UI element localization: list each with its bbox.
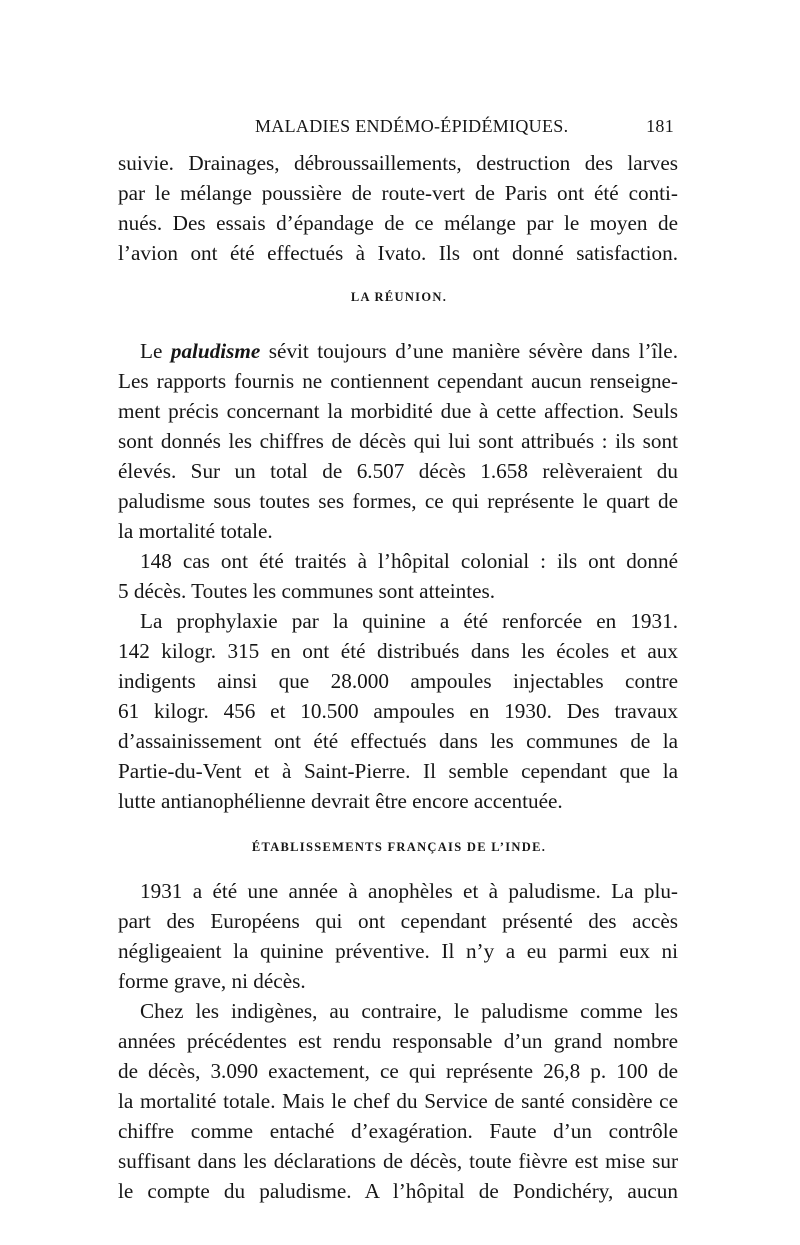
text-line: indigents ainsi que 28.000 ampoules injectables contre: [118, 669, 678, 693]
text-line: l’avion ont été effectués à Ivato. Ils ont donné satisfaction.: [118, 241, 678, 265]
text-line: la mortalité totale. Mais le chef du Service de santé considère ce: [118, 1089, 678, 1113]
text-line: 5 décès. Toutes les communes sont atteintes.: [118, 579, 496, 603]
text-line: négligeaient la quinine préventive. Il n’y a eu parmi eux ni: [118, 939, 678, 963]
text-line: Partie-du-Vent et à Saint-Pierre. Il semble cependant que la: [118, 759, 678, 783]
running-title: MALADIES ENDÉMO-ÉPIDÉMIQUES.: [255, 116, 569, 136]
text-line: Chez les indigènes, au contraire, le paludisme comme les: [140, 999, 678, 1023]
page-number: 181: [646, 116, 674, 136]
text-line: La prophylaxie par la quinine a été renforcée en 1931.: [140, 609, 678, 633]
text-line: [140, 336, 678, 366]
text-line: ment précis concernant la morbidité due à cette affection. Seuls: [118, 399, 678, 423]
text-line: chiffre comme entaché d’exagération. Faute d’un contrôle: [118, 1119, 678, 1143]
text-line: par le mélange poussière de route-vert de Paris ont été conti-: [118, 181, 678, 205]
text-line: suivie. Drainages, débroussaillements, destruction des larves: [118, 151, 678, 175]
text-line: paludisme sous toutes ses formes, ce qui représente le quart de: [118, 489, 678, 513]
text-line: d’assainissement ont été effectués dans les communes de la: [118, 729, 678, 753]
text-line: 61 kilogr. 456 et 10.500 ampoules en 1930. Des travaux: [118, 699, 678, 723]
text-line: suffisant dans les déclarations de décès, toute fièvre est mise sur: [118, 1149, 678, 1173]
text-line: 148 cas ont été traités à l’hôpital colonial : ils ont donné: [140, 549, 678, 573]
text-line: 1931 a été une année à anophèles et à paludisme. La plu-: [140, 879, 678, 903]
emphasized-term: paludisme: [170, 339, 261, 363]
text-line: forme grave, ni décès.: [118, 969, 306, 993]
text-line: le compte du paludisme. A l’hôpital de Pondichéry, aucun: [118, 1179, 678, 1203]
text-line: sont donnés les chiffres de décès qui lui sont attribués : ils sont: [118, 429, 678, 453]
text-line: Les rapports fournis ne contiennent cependant aucun renseigne-: [118, 369, 678, 393]
text-line: lutte antianophélienne devrait être encore accentuée.: [118, 789, 563, 813]
text-line: la mortalité totale.: [118, 519, 273, 543]
section-heading-inde: ÉTABLISSEMENTS FRANÇAIS DE L’INDE.: [251, 840, 547, 854]
section-heading-reunion: LA RÉUNION.: [350, 290, 448, 304]
text-line: élevés. Sur un total de 6.507 décès 1.658 relèveraient du: [118, 459, 678, 483]
text-fragment: Le: [140, 339, 171, 363]
text-line: 142 kilogr. 315 en ont été distribués dans les écoles et aux: [118, 639, 678, 663]
running-header: [118, 116, 680, 142]
text-fragment: sévit toujours d’une manière sévère dans l’île.: [260, 339, 678, 363]
text-line: de décès, 3.090 exactement, ce qui représente 26,8 p. 100 de: [118, 1059, 678, 1083]
text-line: nués. Des essais d’épandage de ce mélange par le moyen de: [118, 211, 678, 235]
text-line: part des Européens qui ont cependant présenté des accès: [118, 909, 678, 933]
text-line: années précédentes est rendu responsable d’un grand nombre: [118, 1029, 678, 1053]
